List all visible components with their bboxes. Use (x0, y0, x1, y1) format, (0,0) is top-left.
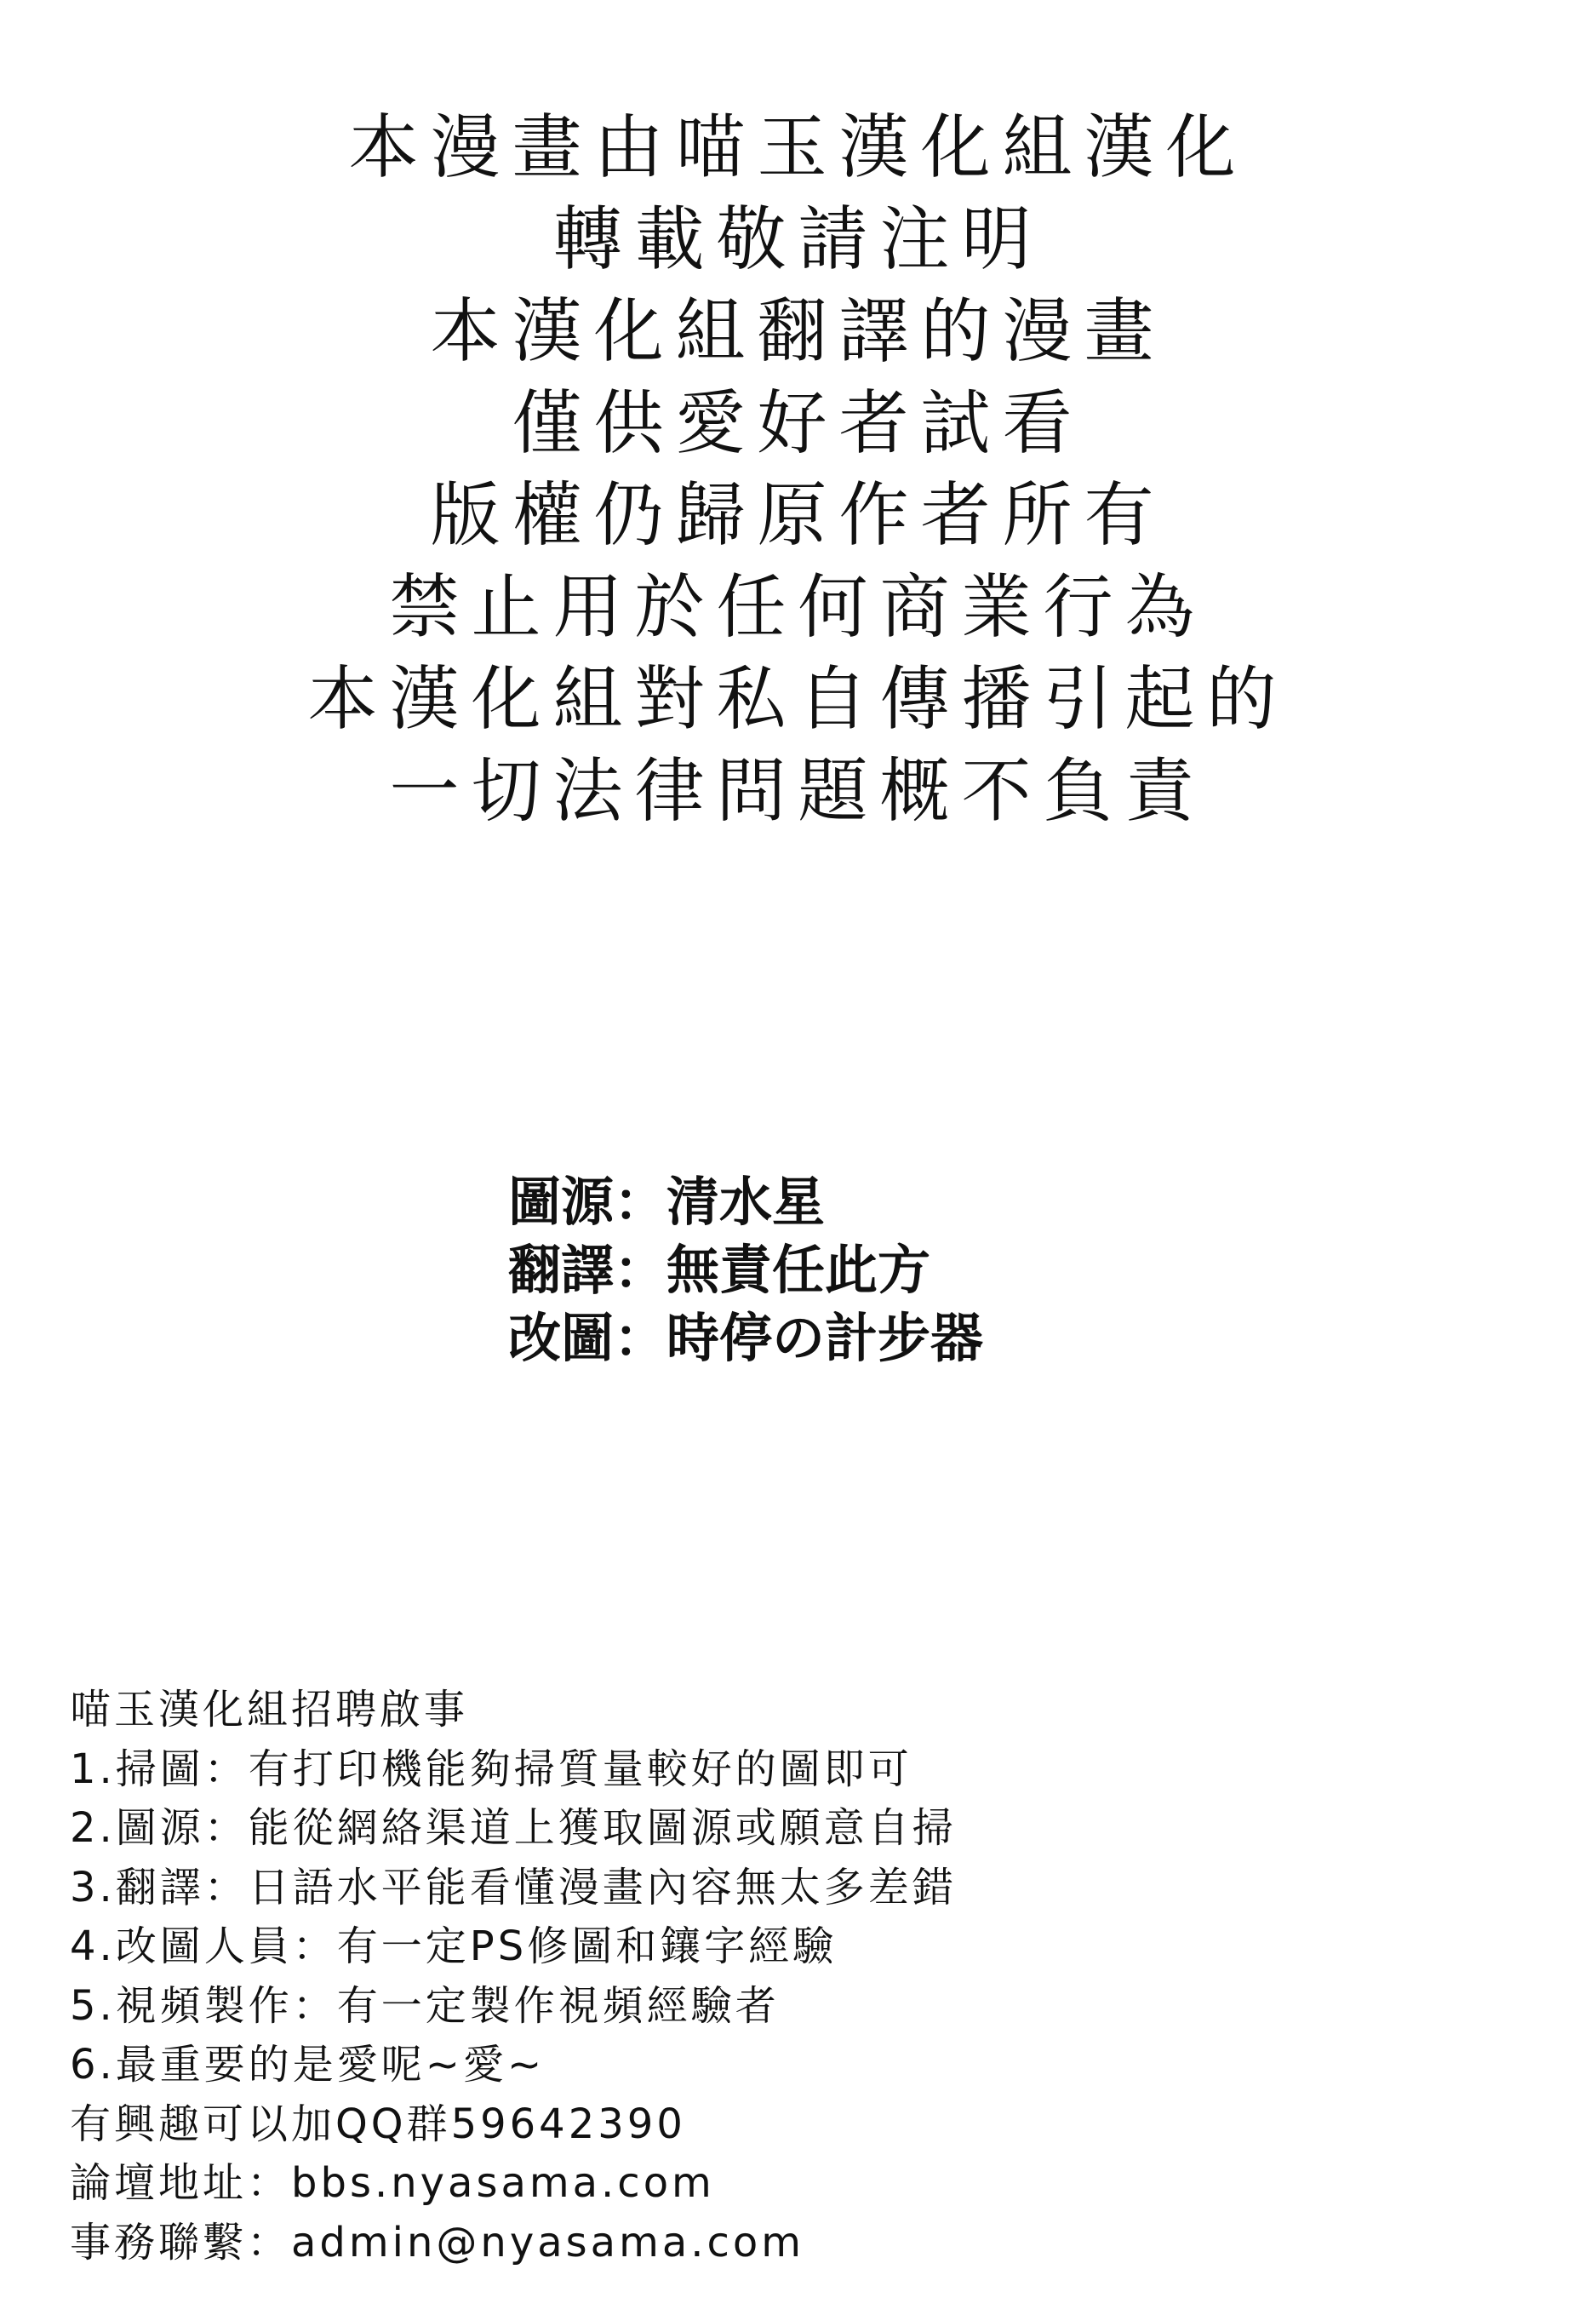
recruit-item: 3.翻譯：日語水平能看懂漫畫內容無太多差錯 (70, 1863, 957, 1911)
recruit-item: 5.視頻製作：有一定製作視頻經驗者 (70, 1981, 780, 2030)
recruit-qq-group: 有興趣可以加QQ群59642390 (70, 2100, 686, 2148)
recruitment-notice (70, 1681, 957, 2272)
credit-editing: 改圖：時停の計步器 (508, 1307, 984, 1369)
recruit-item: 2.圖源：能從網絡渠道上獲取圖源或願意自掃 (70, 1804, 957, 1852)
notice-line: 本漢化組翻譯的漫畫 (430, 291, 1166, 372)
notice-line: 一切法律問題概不負責 (389, 751, 1207, 832)
notice-line: 僅供愛好者試看 (512, 383, 1084, 464)
recruit-item: 1.掃圖：有打印機能夠掃質量較好的圖即可 (70, 1745, 912, 1793)
notice-line: 本漫畫由喵玉漢化組漢化 (348, 107, 1248, 188)
recruit-item: 4.改圖人員：有一定PS修圖和鑲字經驗 (70, 1922, 838, 1970)
recruit-item: 6.最重要的是愛呢~愛~ (70, 2041, 546, 2089)
notice-line: 轉載敬請注明 (552, 199, 1044, 280)
recruit-forum-address: 論壇地址：bbs.nyasama.com (70, 2159, 715, 2207)
notice-line: 版權仍歸原作者所有 (430, 475, 1166, 556)
copyright-notice (0, 102, 1596, 838)
staff-credits (508, 1168, 983, 1372)
notice-line: 本漢化組對私自傳播引起的 (307, 659, 1289, 740)
recruit-contact-email: 事務聯繫：admin@nyasama.com (70, 2218, 805, 2266)
recruit-heading: 喵玉漢化組招聘啟事 (70, 1686, 469, 1733)
credit-source: 圖源：清水星 (508, 1171, 826, 1233)
credit-translation: 翻譯：無責任此方 (508, 1239, 931, 1301)
notice-line: 禁止用於任何商業行為 (389, 567, 1207, 648)
